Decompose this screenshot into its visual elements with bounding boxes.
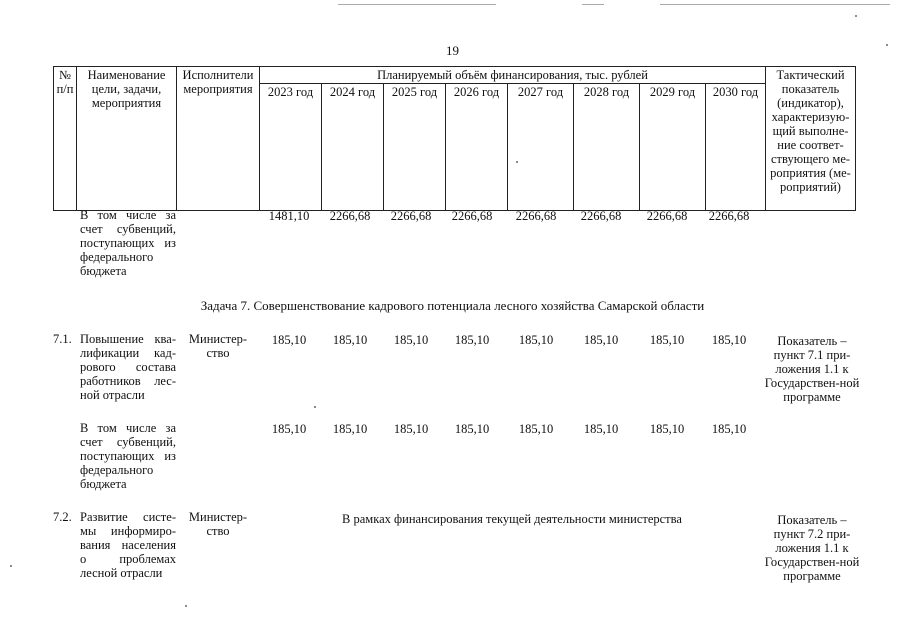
value-cell: 2266,68	[451, 209, 493, 223]
scan-line	[582, 4, 604, 5]
header-year: 2030 год	[706, 84, 766, 211]
row-name-7-2: Развитие систе-мы информиро-вания населения о проблемах лесной отрасли	[80, 510, 176, 580]
value-cell: 185,10	[454, 422, 490, 436]
value-cell: 185,10	[583, 422, 619, 436]
value-cell: 185,10	[332, 422, 368, 436]
value-cell: 185,10	[711, 333, 747, 347]
scan-line	[660, 4, 890, 5]
header-year: 2028 год	[574, 84, 640, 211]
header-col-financing: Планируемый объём финансирования, тыс. рублей	[260, 67, 766, 84]
task-7-title: Задача 7. Совершенствование кадрового потенциала лесного хозяйства Самарской области	[200, 298, 705, 313]
value-cell: 185,10	[271, 422, 307, 436]
value-cell: 185,10	[393, 333, 429, 347]
value-cell: 185,10	[518, 422, 554, 436]
scan-line	[338, 4, 496, 5]
row-executor-7-1: Министер-ство	[188, 332, 248, 360]
header-col-indicator: Тактический показатель (индикатор), характеризую-щий выполне-ние соответ-ствующего ме-роприятия (ме-роприятий)	[766, 67, 856, 211]
page-number: 19	[446, 43, 459, 58]
value-cell: 185,10	[649, 422, 685, 436]
row-indicator-7-2: Показатель – пункт 7.2 при-ложения 1.1 к Государствен-ной программе	[764, 513, 860, 583]
row-number-7-2: 7.2.	[53, 510, 72, 524]
row-financing-note-7-2: В рамках финансирования текущей деятельности министерства	[342, 512, 682, 526]
value-cell: 2266,68	[580, 209, 622, 223]
value-cell: 185,10	[332, 333, 368, 347]
value-cell: 185,10	[583, 333, 619, 347]
row-executor-7-2: Министер-ство	[188, 510, 248, 538]
header-year: 2026 год	[446, 84, 508, 211]
value-cell: 2266,68	[329, 209, 371, 223]
value-cell: 185,10	[393, 422, 429, 436]
value-cell: 2266,68	[646, 209, 688, 223]
value-cell: 185,10	[454, 333, 490, 347]
header-col-number: № п/п	[54, 67, 77, 211]
scan-speck	[516, 161, 518, 163]
value-cell: 185,10	[271, 333, 307, 347]
header-year: 2029 год	[640, 84, 706, 211]
value-cell: 2266,68	[390, 209, 432, 223]
row-number-7-1: 7.1.	[53, 332, 72, 346]
row-indicator-7-1: Показатель – пункт 7.1 при-ложения 1.1 к Государствен-ной программе	[764, 334, 860, 404]
header-table	[53, 66, 856, 211]
value-cell: 185,10	[711, 422, 747, 436]
header-year: 2023 год	[260, 84, 322, 211]
scan-speck	[185, 605, 187, 607]
header-year: 2025 год	[384, 84, 446, 211]
value-cell: 2266,68	[515, 209, 557, 223]
header-col-name: Наименование цели, задачи, мероприятия	[77, 67, 177, 211]
scan-speck	[314, 406, 316, 408]
value-cell: 185,10	[649, 333, 685, 347]
scan-speck	[855, 15, 857, 17]
value-cell: 1481,10	[268, 209, 310, 223]
row-name-7-1-subventions: В том числе за счет субвенций, поступающих из федерального бюджета	[80, 421, 176, 491]
value-cell: 2266,68	[708, 209, 750, 223]
header-year: 2024 год	[322, 84, 384, 211]
header-col-executors: Исполнители мероприятия	[177, 67, 260, 211]
row-name-7-1: Повышение ква-лификации кад-рового состава работников лес-ной отрасли	[80, 332, 176, 402]
row-name-subventions: В том числе за счет субвенций, поступающих из федерального бюджета	[80, 208, 176, 278]
header-year: 2027 год	[508, 84, 574, 211]
scan-speck	[10, 565, 12, 567]
scan-speck	[886, 44, 888, 46]
value-cell: 185,10	[518, 333, 554, 347]
